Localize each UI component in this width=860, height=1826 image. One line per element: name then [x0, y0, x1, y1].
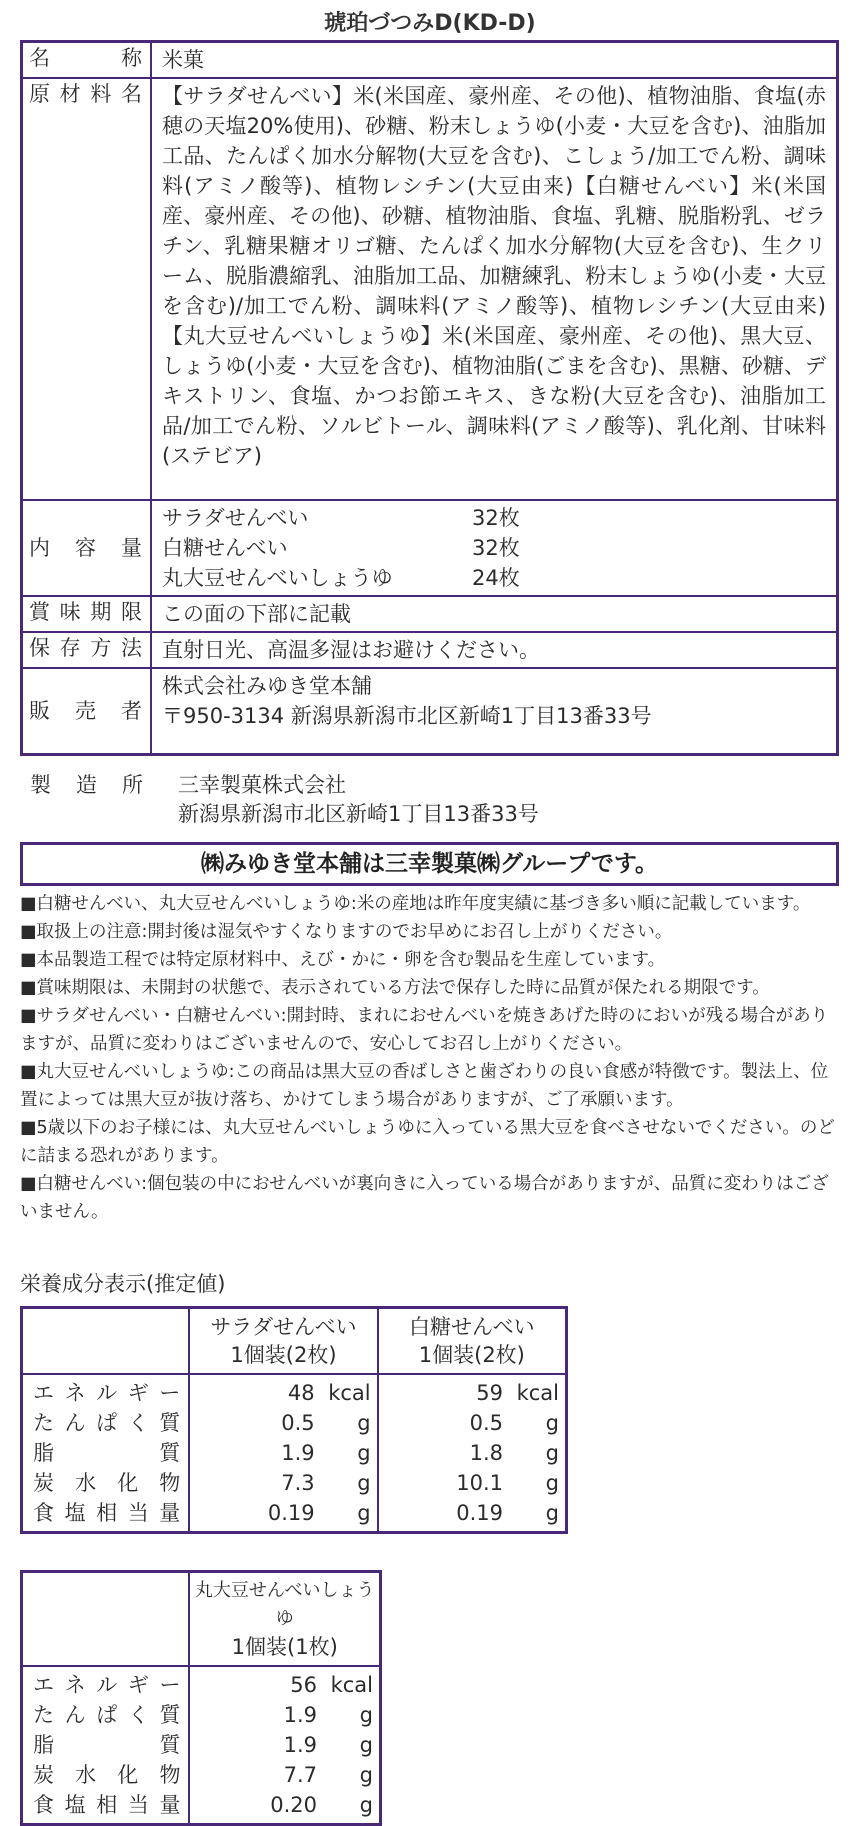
value-unit: kcal — [516, 1381, 559, 1405]
note-item: ■取扱上の注意:開封後は湿気やすくなりますのでお早めにお召し上がりください。 — [20, 922, 673, 942]
nutrition-title: 栄養成分表示(推定値) — [20, 1272, 226, 1296]
spec-row-ingredients — [22, 78, 838, 500]
group-banner: ㈱みゆき堂本舗は三幸製菓㈱グループです。 — [20, 842, 839, 886]
storage-label: 保存方法 — [22, 632, 152, 668]
value-number: 0.19 — [456, 1501, 503, 1525]
spec-row-storage — [22, 632, 838, 668]
ingredients-label: 原材料名 — [22, 78, 152, 500]
contents-item-name: 丸大豆せんべいしょうゆ — [162, 566, 393, 590]
seller-address: 〒950-3134 新潟県新潟市北区新崎1丁目13番33号 — [162, 704, 652, 728]
nutrient-value — [190, 1498, 370, 1528]
column-product-name: 丸大豆せんべいしょうゆ — [194, 1580, 375, 1629]
nutrient-value — [190, 1730, 373, 1760]
contents-item-count: 32枚 — [472, 506, 520, 530]
column-serving-size: 1個装(2枚) — [230, 1343, 337, 1367]
note-item: ■丸大豆せんべいしょうゆ:この商品は黒大豆の香ばしさと歯ざわりの良い食感が特徴です。製法上、位置によっては黒大豆が抜け落ち、かけてしまう場合がありますが、ご了承願います。 — [20, 1062, 829, 1110]
contents-label: 内容量 — [22, 500, 152, 596]
nutrition-values-cell — [189, 1374, 377, 1533]
value-unit: g — [545, 1441, 559, 1465]
column-product-name: サラダせんべい — [210, 1315, 357, 1339]
seller-value — [151, 668, 838, 755]
contents-item-name: サラダせんべい — [162, 506, 309, 530]
nutrient-value — [379, 1498, 559, 1528]
value-number: 0.5 — [281, 1411, 315, 1435]
note-item: ■サラダせんべい・白糖せんべい:開封時、まれにおせんべいを焼きあげた時のにおいが残る場合がありますが、品質に変わりはございませんので、安心してお召し上がりください。 — [20, 1006, 829, 1054]
value-unit: g — [359, 1703, 373, 1727]
nutrition-column-header — [189, 1308, 377, 1375]
value-number: 56 — [290, 1673, 317, 1697]
value-unit: g — [545, 1471, 559, 1495]
manufacturer-name: 三幸製菓株式会社 — [178, 773, 346, 797]
nutrition-values-cell — [378, 1374, 567, 1533]
value-unit: g — [359, 1793, 373, 1817]
nutrient-value — [379, 1378, 559, 1408]
spec-row-contents — [22, 500, 838, 596]
column-serving-size: 1個装(1枚) — [231, 1635, 338, 1659]
nutrient-label: たんぱく質 — [33, 1411, 181, 1435]
nutrient-label: 脂質 — [33, 1441, 181, 1465]
nutrition-column-header — [378, 1308, 567, 1375]
value-unit: g — [357, 1411, 371, 1435]
contents-item-count: 32枚 — [472, 536, 520, 560]
column-serving-size: 1個装(2枚) — [418, 1343, 525, 1367]
column-product-name: 白糖せんべい — [409, 1315, 535, 1339]
nutrient-label: エネルギー — [33, 1673, 181, 1697]
bestbefore-label: 賞味期限 — [22, 596, 152, 632]
nutrition-header-row — [22, 1572, 381, 1667]
spec-row-seller — [22, 668, 838, 755]
nutrition-values-row — [22, 1374, 567, 1533]
note-item: ■本品製造工程では特定原材料中、えび・かに・卵を含む製品を生産しています。 — [20, 950, 666, 970]
nutrient-label: 食塩相当量 — [33, 1501, 181, 1525]
product-spec-table — [20, 40, 839, 756]
nutrition-values-row — [22, 1666, 381, 1825]
contents-item-count: 24枚 — [472, 566, 520, 590]
value-number: 7.3 — [281, 1471, 315, 1495]
value-number: 59 — [476, 1381, 503, 1405]
nutrition-table-1 — [20, 1306, 568, 1534]
value-number: 1.9 — [283, 1733, 317, 1757]
value-number: 1.9 — [283, 1703, 317, 1727]
nutrient-value — [190, 1468, 370, 1498]
storage-value: 直射日光、高温多湿はお避けください。 — [151, 632, 838, 668]
spec-row-bestbefore — [22, 596, 838, 632]
nutrition-header-empty — [22, 1572, 190, 1667]
nutrition-header-row — [22, 1308, 567, 1375]
value-number: 7.7 — [283, 1763, 317, 1787]
value-unit: g — [545, 1411, 559, 1435]
nutrient-label: 炭水化物 — [33, 1471, 181, 1495]
value-number: 1.9 — [281, 1441, 315, 1465]
nutrition-labels-cell — [22, 1666, 190, 1825]
seller-name: 株式会社みゆき堂本舗 — [162, 674, 372, 698]
contents-value — [151, 500, 838, 596]
nutrient-value — [190, 1760, 373, 1790]
nutrient-label: たんぱく質 — [33, 1703, 181, 1727]
product-title: 琥珀づつみD(KD-D) — [324, 11, 536, 36]
value-unit: g — [357, 1441, 371, 1465]
nutrient-value — [379, 1408, 559, 1438]
contents-item — [162, 533, 826, 563]
note-item: ■5歳以下のお子様には、丸大豆せんべいしょうゆに入っている黒大豆を食べさせないでください。のどに詰まる恐れがあります。 — [20, 1118, 835, 1166]
note-item: ■賞味期限は、未開封の状態で、表示されている方法で保存した時に品質が保たれる期限です。 — [20, 978, 770, 998]
note-item: ■白糖せんべい、丸大豆せんべいしょうゆ:米の産地は昨年度実績に基づき多い順に記載しています。 — [20, 894, 811, 914]
value-number: 1.8 — [469, 1441, 503, 1465]
spec-row-name — [22, 42, 838, 79]
contents-item-name: 白糖せんべい — [162, 536, 288, 560]
seller-label: 販売者 — [22, 668, 152, 755]
notes-section — [20, 890, 842, 1226]
nutrient-label: 脂質 — [33, 1733, 181, 1757]
value-number: 0.5 — [469, 1411, 503, 1435]
value-number: 48 — [287, 1381, 315, 1405]
contents-item — [162, 563, 826, 593]
value-unit: g — [357, 1471, 371, 1495]
nutrition-table-2 — [20, 1570, 382, 1826]
nutrition-values-cell — [189, 1666, 380, 1825]
nutrient-value — [190, 1790, 373, 1820]
nutrient-label: エネルギー — [33, 1381, 181, 1405]
value-unit: g — [357, 1501, 371, 1525]
manufacturer-label: 製造所 — [30, 773, 143, 797]
nutrient-value — [190, 1408, 370, 1438]
note-item: ■白糖せんべい:個包装の中におせんべいが裏向きに入っている場合がありますが、品質に変わりはございません。 — [20, 1174, 829, 1222]
name-label: 名称 — [22, 42, 152, 79]
nutrient-value — [190, 1670, 373, 1700]
contents-item — [162, 503, 826, 533]
nutrient-value — [379, 1468, 559, 1498]
name-value: 米菓 — [151, 42, 838, 79]
value-number: 0.19 — [267, 1501, 315, 1525]
value-number: 0.20 — [270, 1793, 317, 1817]
bestbefore-value: この面の下部に記載 — [151, 596, 838, 632]
value-unit: g — [359, 1763, 373, 1787]
nutrition-header-empty — [22, 1308, 190, 1375]
nutrient-value — [190, 1438, 370, 1468]
nutrition-column-header — [189, 1572, 380, 1667]
nutrient-value — [190, 1700, 373, 1730]
manufacturer-address: 新潟県新潟市北区新崎1丁目13番33号 — [178, 802, 539, 826]
value-unit: kcal — [330, 1673, 373, 1697]
value-number: 10.1 — [456, 1471, 503, 1495]
manufacturer-info — [178, 771, 838, 829]
value-unit: kcal — [328, 1381, 371, 1405]
ingredients-value: 【サラダせんべい】米(米国産、豪州産、その他)、植物油脂、食塩(赤穂の天塩20%使用)、砂糖、粉末しょうゆ(小麦・大豆を含む)、油脂加工品、たんぱく加水分解物(大豆を含む)、こしょう/加工でん粉、調味料(アミノ酸等)、植物レシチン(大豆由来)【白糖せんべい】米(米国産、豪州産、その他)、砂糖、植物油脂、食塩、乳糖、脱脂粉乳、ゼラチン、乳糖果糖オリゴ糖、たんぱく加水分解物(大豆を含む)、生クリーム、脱脂濃縮乳、油脂加工品、加糖練乳、粉末しょうゆ(小麦・大豆を含む)/加工でん粉、調味料(アミノ酸等)、植物レシチン(大豆由来)【丸大豆せんべいしょうゆ】米(米国産、豪州産、その他)、黒大豆、しょうゆ(小麦・大豆を含む)、植物油脂(ごまを含む)、黒糖、砂糖、デキストリン、食塩、かつお節エキス、きな粉(大豆を含む)、油脂加工品/加工でん粉、ソルビトール、調味料(アミノ酸等)、乳化剤、甘味料(ステビア) — [151, 78, 838, 500]
nutrient-label: 炭水化物 — [33, 1763, 181, 1787]
nutrient-label: 食塩相当量 — [33, 1793, 181, 1817]
nutrient-value — [379, 1438, 559, 1468]
nutrition-labels-cell — [22, 1374, 190, 1533]
value-unit: g — [359, 1733, 373, 1757]
value-unit: g — [545, 1501, 559, 1525]
nutrient-value — [190, 1378, 370, 1408]
